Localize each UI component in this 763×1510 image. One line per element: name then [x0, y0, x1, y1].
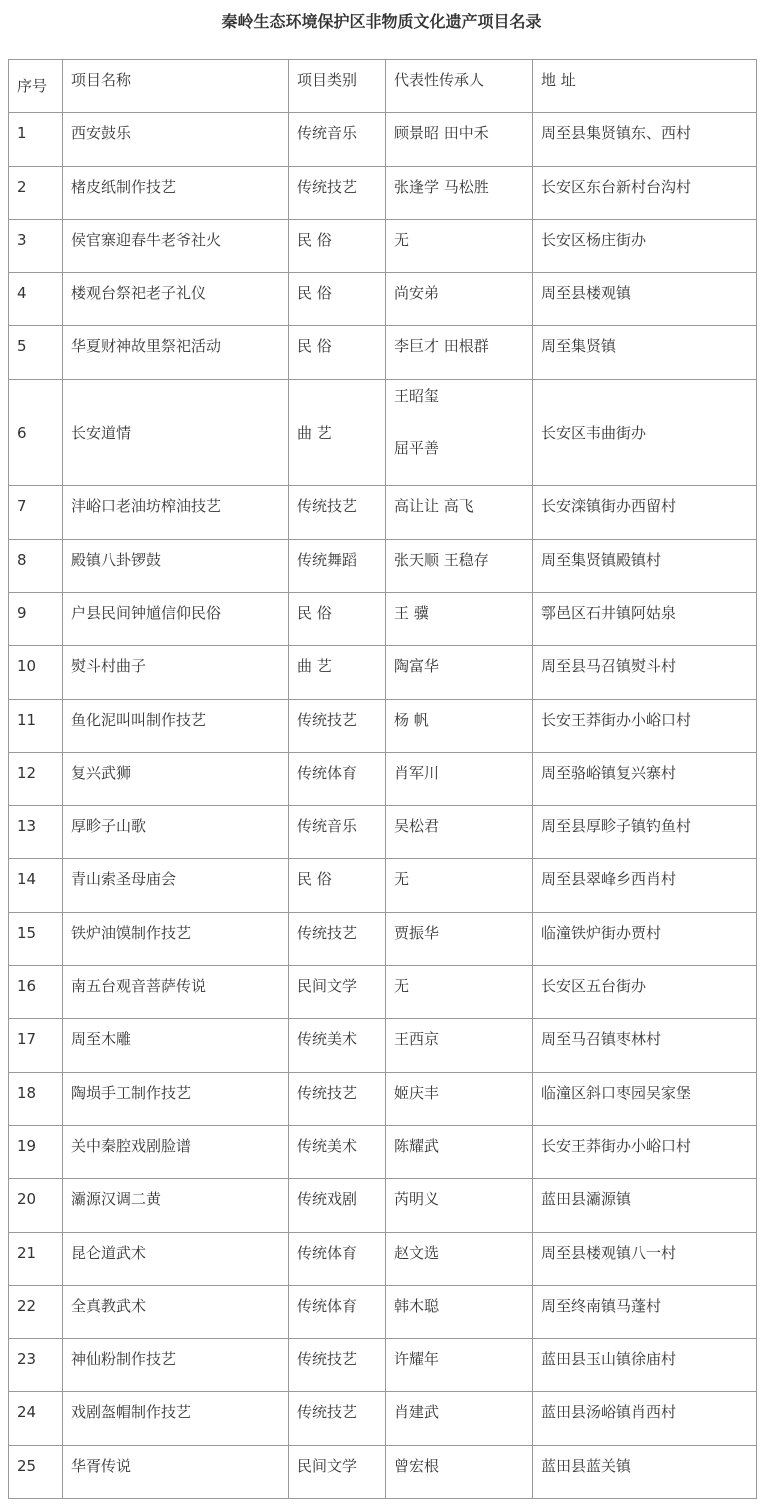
cell-project-name: 侯官寨迎春牛老爷社火 [63, 219, 289, 272]
cell-project-name: 铁炉油馍制作技艺 [63, 912, 289, 965]
cell-index: 19 [9, 1125, 63, 1178]
cell-category: 传统音乐 [289, 806, 386, 859]
inheritor-name: 肖军川 [394, 763, 440, 782]
table-row [9, 113, 757, 166]
cell-project-name: 殿镇八卦锣鼓 [63, 539, 289, 592]
cell-project-name: 关中秦腔戏剧脸谱 [63, 1125, 289, 1178]
table-row [9, 1232, 757, 1285]
cell-index: 15 [9, 912, 63, 965]
inheritor-name: 王 骥 [394, 603, 429, 622]
cell-address: 周至县厚畛子镇钓鱼村 [533, 806, 757, 859]
cell-address: 周至马召镇枣林村 [533, 1019, 757, 1072]
cell-category: 传统体育 [289, 1285, 386, 1338]
cell-index: 12 [9, 752, 63, 805]
table-row [9, 326, 757, 379]
cell-category: 传统美术 [289, 1019, 386, 1072]
header-cell-name: 项目名称 [63, 60, 289, 113]
cell-address: 周至集贤镇 [533, 326, 757, 379]
cell-index: 25 [9, 1445, 63, 1498]
cell-inheritor [386, 699, 533, 752]
cell-project-name: 楮皮纸制作技艺 [63, 166, 289, 219]
cell-address: 蓝田县汤峪镇肖西村 [533, 1392, 757, 1445]
cell-address: 长安王莽街办小峪口村 [533, 1125, 757, 1178]
cell-inheritor [386, 219, 533, 272]
inheritor-name: 李巨才 田根群 [394, 337, 489, 356]
cell-inheritor [386, 486, 533, 539]
cell-inheritor [386, 646, 533, 699]
cell-project-name: 戏剧盔帽制作技艺 [63, 1392, 289, 1445]
cell-category: 传统技艺 [289, 1339, 386, 1392]
inheritor-name: 陈耀武 [394, 1136, 440, 1155]
cell-category: 传统技艺 [289, 1072, 386, 1125]
cell-category: 民 俗 [289, 859, 386, 912]
table-row [9, 1445, 757, 1498]
cell-category: 民 俗 [289, 326, 386, 379]
table-row [9, 1019, 757, 1072]
cell-index: 7 [9, 486, 63, 539]
inheritor-name: 高让让 高飞 [394, 497, 474, 516]
cell-category: 民 俗 [289, 592, 386, 645]
cell-project-name: 楼观台祭祀老子礼仪 [63, 273, 289, 326]
cell-address: 周至骆峪镇复兴寨村 [533, 752, 757, 805]
cell-inheritor [386, 1125, 533, 1178]
cell-project-name: 华胥传说 [63, 1445, 289, 1498]
table-row [9, 1392, 757, 1445]
cell-inheritor [386, 273, 533, 326]
table-row [9, 646, 757, 699]
inheritor-name: 无 [394, 230, 410, 249]
cell-index: 18 [9, 1072, 63, 1125]
cell-project-name: 熨斗村曲子 [63, 646, 289, 699]
cell-category: 民间文学 [289, 966, 386, 1019]
cell-category: 民 俗 [289, 273, 386, 326]
table-row [9, 699, 757, 752]
table-header-row [9, 60, 757, 113]
header-cell-index: 序号 [9, 60, 63, 113]
cell-inheritor [386, 1392, 533, 1445]
cell-category: 传统技艺 [289, 166, 386, 219]
cell-project-name: 周至木雕 [63, 1019, 289, 1072]
cell-address: 临潼铁炉街办贾村 [533, 912, 757, 965]
cell-inheritor [386, 1285, 533, 1338]
inheritor-name: 张天顺 王稳存 [394, 550, 489, 569]
cell-category: 曲 艺 [289, 646, 386, 699]
inheritor-name: 屈平善 [394, 438, 440, 457]
inheritor-name: 陶富华 [394, 657, 440, 676]
cell-inheritor [386, 912, 533, 965]
cell-index: 23 [9, 1339, 63, 1392]
cell-inheritor [386, 166, 533, 219]
inheritor-name: 杨 帆 [394, 710, 429, 729]
cell-category: 传统舞蹈 [289, 539, 386, 592]
cell-project-name: 陶埙手工制作技艺 [63, 1072, 289, 1125]
cell-category: 传统技艺 [289, 699, 386, 752]
cell-project-name: 灞源汉调二黄 [63, 1179, 289, 1232]
cell-inheritor [386, 1179, 533, 1232]
cell-category: 曲 艺 [289, 379, 386, 486]
cell-address: 周至集贤镇殿镇村 [533, 539, 757, 592]
cell-project-name: 青山索圣母庙会 [63, 859, 289, 912]
inheritor-name: 许耀年 [394, 1350, 440, 1369]
inheritor-name: 吴松君 [394, 817, 440, 836]
cell-index: 9 [9, 592, 63, 645]
table-row [9, 859, 757, 912]
cell-index: 6 [9, 379, 63, 486]
cell-index: 17 [9, 1019, 63, 1072]
cell-inheritor [386, 859, 533, 912]
cell-category: 传统技艺 [289, 1392, 386, 1445]
cell-category: 传统技艺 [289, 486, 386, 539]
cell-category: 传统戏剧 [289, 1179, 386, 1232]
cell-index: 10 [9, 646, 63, 699]
inheritor-name: 张逢学 马松胜 [394, 177, 489, 196]
cell-project-name: 昆仑道武术 [63, 1232, 289, 1285]
inheritor-name: 王昭玺 [394, 386, 440, 405]
header-cell-category: 项目类别 [289, 60, 386, 113]
table-body [9, 60, 757, 1499]
cell-project-name: 户县民间钟馗信仰民俗 [63, 592, 289, 645]
cell-inheritor [386, 1019, 533, 1072]
cell-inheritor [386, 113, 533, 166]
inheritor-name: 尚安弟 [394, 284, 440, 303]
cell-index: 4 [9, 273, 63, 326]
table-row [9, 1339, 757, 1392]
table-row [9, 912, 757, 965]
cell-category: 传统音乐 [289, 113, 386, 166]
table-row [9, 592, 757, 645]
cell-project-name: 鱼化泥叫叫制作技艺 [63, 699, 289, 752]
cell-index: 5 [9, 326, 63, 379]
cell-inheritor [386, 1072, 533, 1125]
cell-address: 蓝田县蓝关镇 [533, 1445, 757, 1498]
cell-index: 16 [9, 966, 63, 1019]
cell-category: 传统美术 [289, 1125, 386, 1178]
cell-inheritor [386, 806, 533, 859]
inheritor-name: 王西京 [394, 1030, 440, 1049]
inheritor-name: 韩木聪 [394, 1296, 440, 1315]
cell-address: 周至县马召镇熨斗村 [533, 646, 757, 699]
cell-index: 14 [9, 859, 63, 912]
cell-inheritor [386, 592, 533, 645]
table-row [9, 539, 757, 592]
table-row [9, 966, 757, 1019]
cell-project-name: 复兴武狮 [63, 752, 289, 805]
inheritor-name: 无 [394, 870, 410, 889]
cell-address: 临潼区斜口枣园吴家堡 [533, 1072, 757, 1125]
cell-project-name: 西安鼓乐 [63, 113, 289, 166]
cell-address: 长安区韦曲街办 [533, 379, 757, 486]
cell-address: 长安区东台新村台沟村 [533, 166, 757, 219]
inheritor-name: 贾振华 [394, 923, 440, 942]
cell-index: 20 [9, 1179, 63, 1232]
cell-inheritor [386, 326, 533, 379]
cell-project-name: 厚畛子山歌 [63, 806, 289, 859]
inheritor-name: 曾宏根 [394, 1456, 440, 1475]
cell-project-name: 神仙粉制作技艺 [63, 1339, 289, 1392]
cell-inheritor [386, 1445, 533, 1498]
cell-project-name: 南五台观音菩萨传说 [63, 966, 289, 1019]
inheritor-name: 肖建武 [394, 1403, 440, 1422]
inheritor-name: 芮明义 [394, 1190, 440, 1209]
heritage-table [8, 59, 757, 1499]
cell-index: 21 [9, 1232, 63, 1285]
cell-address: 蓝田县灞源镇 [533, 1179, 757, 1232]
inheritor-name: 无 [394, 977, 410, 996]
cell-address: 周至县楼观镇八一村 [533, 1232, 757, 1285]
table-row [9, 486, 757, 539]
cell-category: 传统体育 [289, 1232, 386, 1285]
header-cell-address: 地 址 [533, 60, 757, 113]
cell-project-name: 沣峪口老油坊榨油技艺 [63, 486, 289, 539]
table-row [9, 273, 757, 326]
table-row [9, 752, 757, 805]
cell-address: 周至县楼观镇 [533, 273, 757, 326]
cell-index: 24 [9, 1392, 63, 1445]
inheritor-name: 姬庆丰 [394, 1083, 440, 1102]
cell-inheritor [386, 1339, 533, 1392]
page-title: 秦岭生态环境保护区非物质文化遗产项目名录 [221, 12, 542, 31]
cell-address: 长安滦镇街办西留村 [533, 486, 757, 539]
cell-project-name: 华夏财神故里祭祀活动 [63, 326, 289, 379]
cell-inheritor [386, 752, 533, 805]
table-row [9, 379, 757, 486]
cell-address: 长安王莽街办小峪口村 [533, 699, 757, 752]
cell-index: 13 [9, 806, 63, 859]
cell-index: 2 [9, 166, 63, 219]
cell-address: 蓝田县玉山镇徐庙村 [533, 1339, 757, 1392]
table-row [9, 1285, 757, 1338]
cell-inheritor [386, 966, 533, 1019]
cell-category: 传统技艺 [289, 912, 386, 965]
cell-index: 11 [9, 699, 63, 752]
cell-category: 民间文学 [289, 1445, 386, 1498]
cell-address: 周至县翠峰乡西肖村 [533, 859, 757, 912]
cell-inheritor [386, 1232, 533, 1285]
cell-address: 周至县集贤镇东、西村 [533, 113, 757, 166]
cell-index: 1 [9, 113, 63, 166]
table-row [9, 1072, 757, 1125]
cell-category: 传统体育 [289, 752, 386, 805]
cell-project-name: 全真教武术 [63, 1285, 289, 1338]
cell-address: 鄠邑区石井镇阿姑泉 [533, 592, 757, 645]
inheritor-name: 顾景昭 田中禾 [394, 124, 489, 143]
cell-address: 长安区杨庄街办 [533, 219, 757, 272]
cell-inheritor [386, 379, 533, 486]
table-row [9, 1179, 757, 1232]
cell-address: 长安区五台街办 [533, 966, 757, 1019]
cell-index: 3 [9, 219, 63, 272]
table-row [9, 1125, 757, 1178]
cell-category: 民 俗 [289, 219, 386, 272]
cell-index: 8 [9, 539, 63, 592]
header-cell-inheritor: 代表性传承人 [386, 60, 533, 113]
cell-index: 22 [9, 1285, 63, 1338]
inheritor-name: 赵文选 [394, 1243, 440, 1262]
cell-project-name: 长安道情 [63, 379, 289, 486]
table-row [9, 806, 757, 859]
cell-inheritor [386, 539, 533, 592]
table-row [9, 166, 757, 219]
table-row [9, 219, 757, 272]
cell-address: 周至终南镇马蓬村 [533, 1285, 757, 1338]
